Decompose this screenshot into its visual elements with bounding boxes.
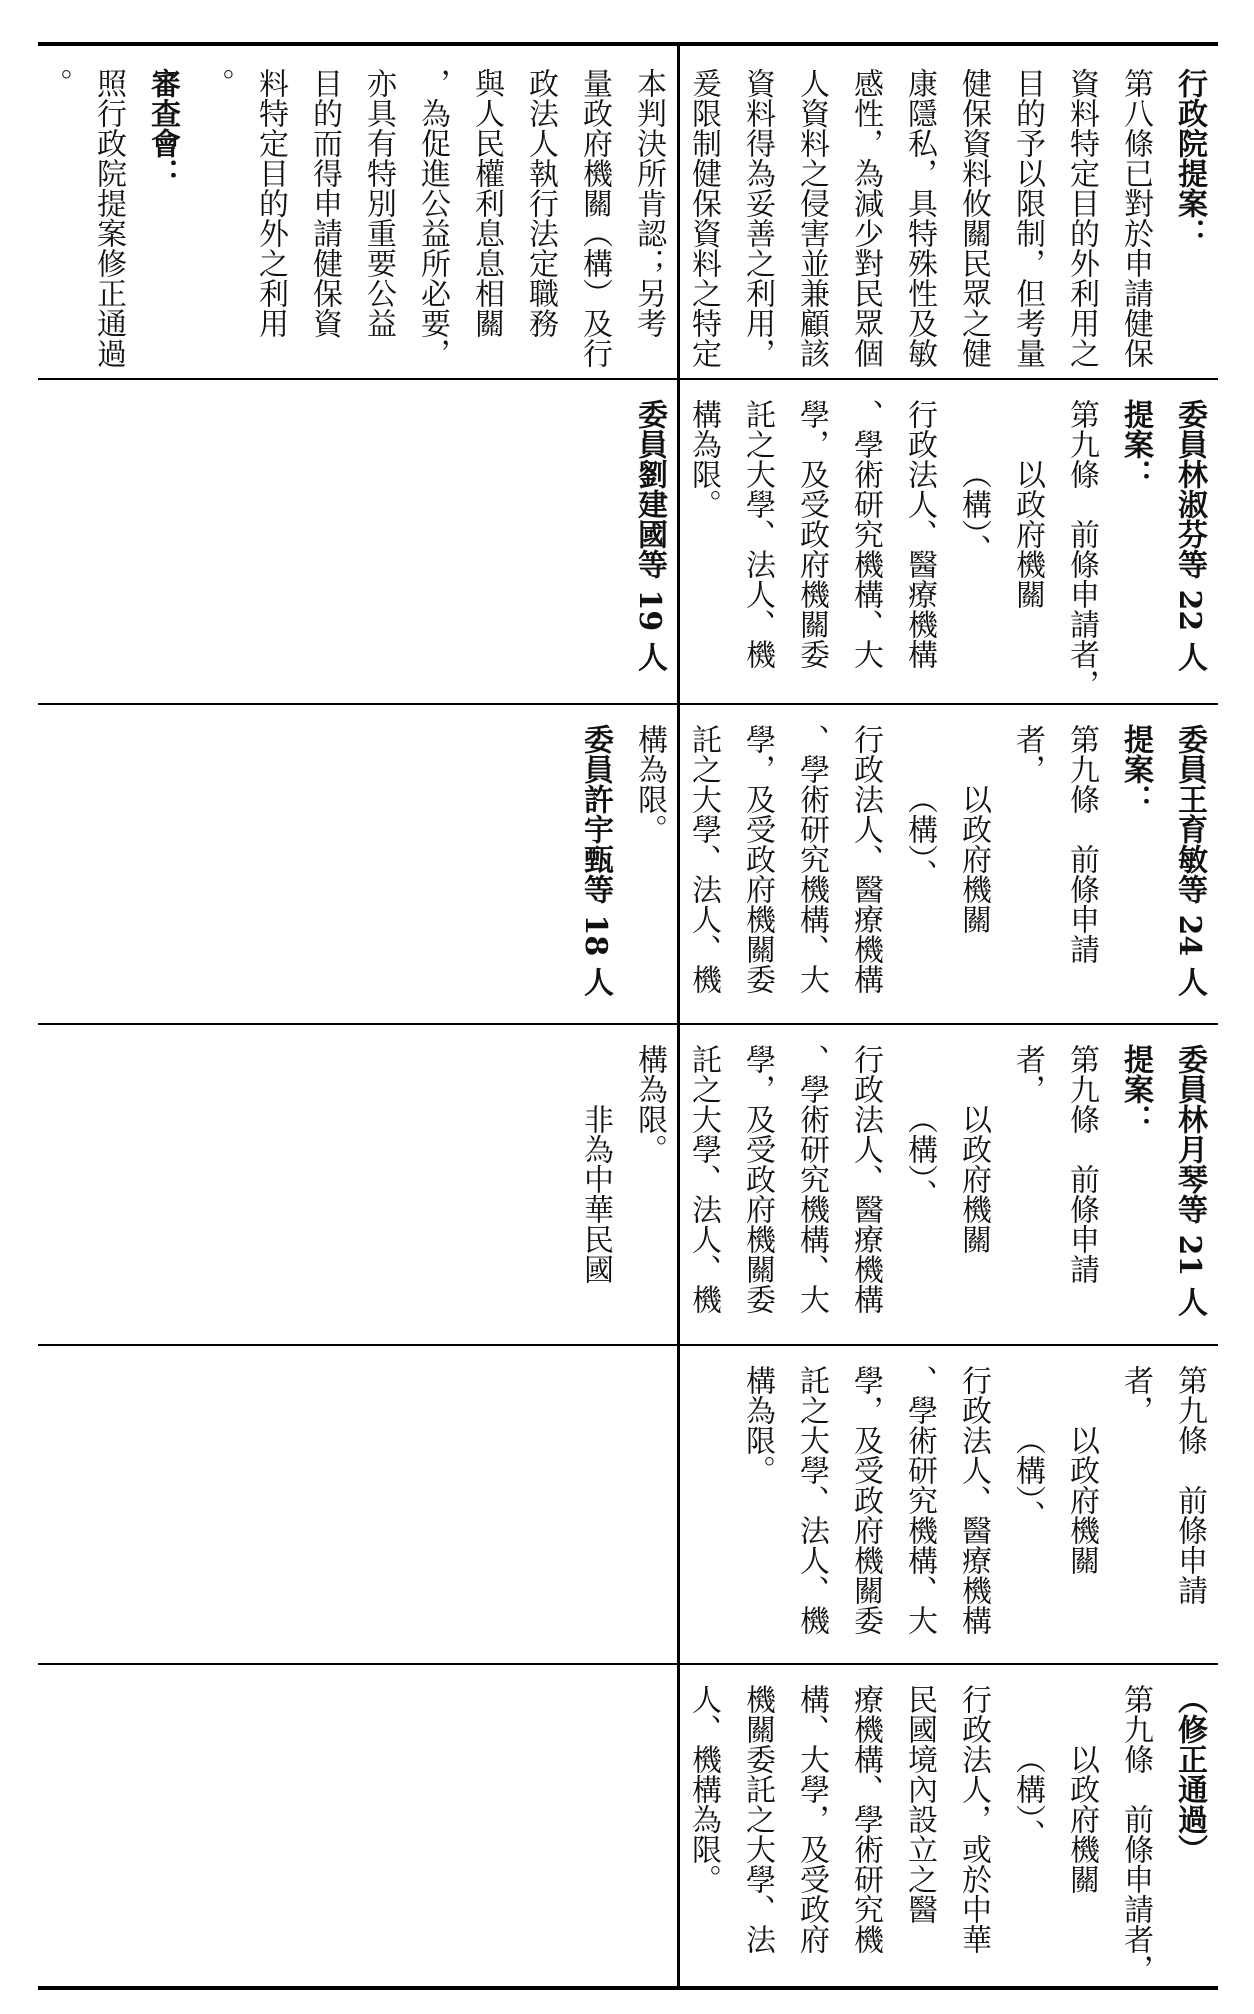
cell-line: 學，及受政府機關委	[848, 1365, 883, 1635]
cell-line: 第九條 前條申請者，	[1118, 1684, 1153, 1984]
cell-line: 審查會：	[145, 68, 180, 188]
cell-line: 委員林淑芬等 22 人	[1172, 399, 1207, 672]
cell-line: 託之大學、法人、機	[740, 399, 775, 669]
cell-line: 資料特定目的外利用之	[1064, 68, 1099, 368]
cell-line: 委員王育敏等 24 人	[1172, 724, 1207, 997]
cell-line: 構為限。	[686, 399, 721, 519]
cell-line: 目的予以限制，但考量	[1010, 68, 1045, 368]
cell-executive-proposal-explanation	[682, 46, 1216, 376]
cell-line: 本判決所肯認；另考	[631, 68, 666, 338]
cell-line: 學，及受政府機關委	[740, 724, 775, 994]
cell-line: 資料得為妥善之利用，	[740, 68, 775, 368]
cell-line: 行政法人、醫療機構	[848, 724, 883, 994]
cell-line: 以政府機關（構）、	[902, 784, 991, 934]
cell-line: （修正通過）	[1172, 1684, 1207, 1864]
cell-amended-text	[682, 1666, 1216, 1984]
cell-line: 第九條 前條申請者，	[1064, 399, 1099, 699]
cell-line: 。	[37, 68, 72, 98]
cell-line: 政法人執行法定職務	[523, 68, 558, 338]
cell-line: 以政府機關（構）、	[1010, 1744, 1099, 1894]
cell-line: 第八條已對於申請健保	[1118, 68, 1153, 368]
row-divider-5	[38, 1663, 1218, 1665]
cell-line: 康隱私，具特殊性及敏	[902, 68, 937, 368]
cell-line: 第九條 前條申請者，	[1010, 1044, 1099, 1284]
cell-line: 人、機構為限。	[686, 1684, 721, 1894]
cell-line: 行政院提案：	[1172, 68, 1207, 248]
cell-line: 學，及受政府機關委	[740, 1044, 775, 1314]
cell-line: 爰限制健保資料之特定	[686, 68, 721, 368]
cell-line: 學，及受政府機關委	[794, 399, 829, 669]
cell-line: 照行政院提案修正通過	[91, 68, 126, 368]
cell-line: 行政法人、醫療機構	[956, 1365, 991, 1635]
cell-line: 提案：	[1118, 1044, 1153, 1134]
cell-line: 。	[199, 68, 234, 98]
cell-proposal-lin-shu-fen	[632, 381, 1216, 701]
cell-line: 構、大學，及受政府	[794, 1684, 829, 1954]
cell-line: 第九條 前條申請者，	[1010, 724, 1099, 964]
cell-line: 以政府機關（構）、	[956, 459, 1045, 609]
cell-executive-version-text	[682, 1347, 1216, 1661]
cell-line: 量政府機關（構）及行	[577, 68, 612, 368]
cell-line: 託之大學、法人、機	[686, 1044, 721, 1314]
cell-line: 提案：	[1118, 724, 1153, 814]
cell-line: 第九條 前條申請者，	[1118, 1365, 1207, 1605]
row-divider-1	[38, 378, 1218, 380]
cell-proposal-lin-yue-qin	[578, 1026, 1216, 1342]
cell-line: 行政法人、醫療機構	[902, 399, 937, 669]
cell-line: 構為限。	[632, 1044, 667, 1164]
cell-line: 亦具有特別重要公益	[361, 68, 396, 338]
cell-line: 感性，為減少對民眾個	[848, 68, 883, 368]
cell-line: 委員許宇甄等 18 人	[578, 724, 613, 997]
cell-line: 委員劉建國等 19 人	[632, 399, 667, 672]
cell-line: 託之大學、法人、機	[794, 1365, 829, 1635]
cell-line: 以政府機關（構）、	[1010, 1425, 1099, 1575]
cell-line: 、學術研究機構、大	[902, 1365, 937, 1635]
cell-line: ，為促進公益所必要，	[415, 68, 450, 368]
cell-line: 委員林月琴等 21 人	[1172, 1044, 1207, 1317]
cell-line: 料特定目的外之利用	[253, 68, 288, 338]
cell-line: 構為限。	[632, 724, 667, 844]
table-bottom-rule	[38, 1986, 1218, 1990]
cell-line: 、學術研究機構、大	[794, 724, 829, 994]
cell-line: 民國境內設立之醫	[902, 1684, 937, 1924]
cell-proposal-wang-yu-min	[578, 706, 1216, 1021]
cell-line: 構為限。	[740, 1365, 775, 1485]
row-divider-4	[38, 1344, 1218, 1346]
cell-line: 、學術研究機構、大	[794, 1044, 829, 1314]
cell-line: 機關委託之大學、法	[740, 1684, 775, 1954]
cell-line: 託之大學、法人、機	[686, 724, 721, 994]
cell-line: 與人民權利息息相關	[469, 68, 504, 338]
row-divider-3	[38, 1023, 1218, 1025]
cell-line: 以政府機關（構）、	[902, 1104, 991, 1254]
cell-line: 人資料之侵害並兼顧該	[794, 68, 829, 368]
cell-line: 非為中華民國	[578, 1104, 613, 1284]
cell-line: 行政法人、醫療機構	[848, 1044, 883, 1314]
row-divider-2	[38, 703, 1218, 705]
cell-line: 提案：	[1118, 399, 1153, 489]
cell-line: 行政法人，或於中華	[956, 1684, 991, 1954]
cell-line: 療機構、學術研究機	[848, 1684, 883, 1954]
cell-line: 、學術研究機構、大	[848, 399, 883, 669]
cell-review-explanation	[37, 46, 675, 376]
cell-line: 目的而得申請健保資	[307, 68, 342, 338]
cell-line: 健保資料攸關民眾之健	[956, 68, 991, 368]
